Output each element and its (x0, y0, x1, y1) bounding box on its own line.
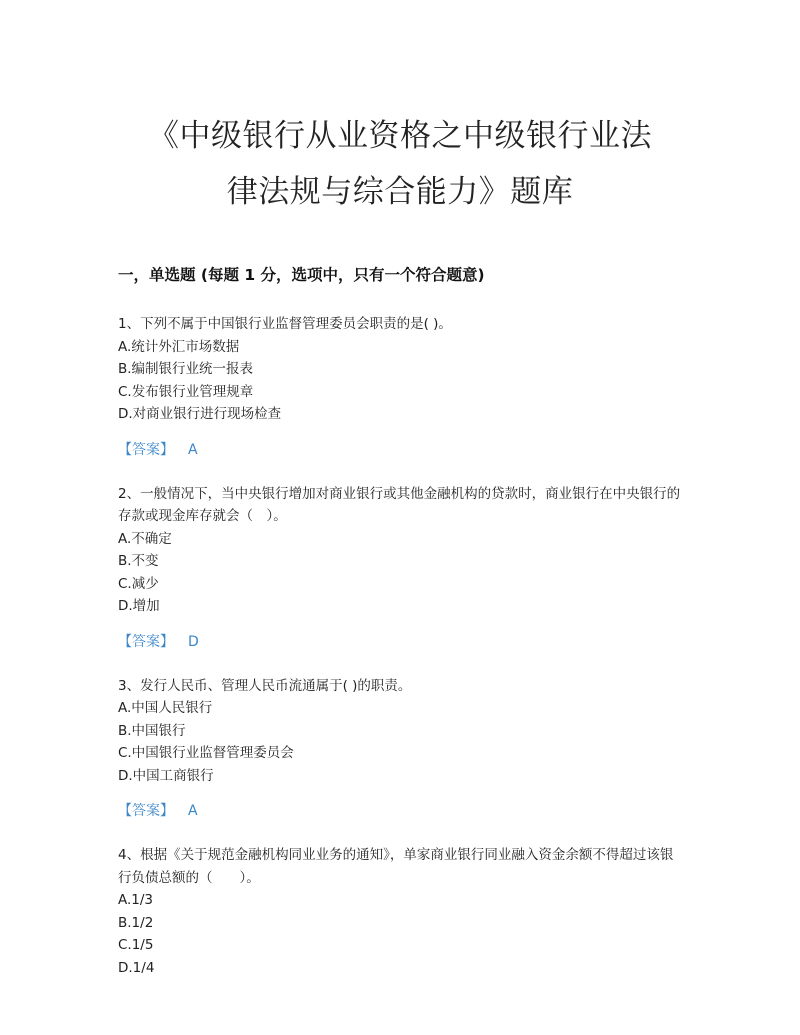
option-a: A.不确定 (118, 530, 172, 547)
answer-line (118, 631, 682, 653)
answer-label: 【答案】 (118, 441, 174, 458)
option-list (118, 697, 682, 787)
option-list (118, 336, 682, 426)
option-c: C.发布银行业管理规章 (118, 383, 254, 400)
option-d: D.1/4 (118, 959, 155, 976)
option-a: A.中国人民银行 (118, 700, 213, 716)
section-heading: 一，单选题 (每题 1 分，选项中，只有一个符合题意) (118, 266, 485, 284)
option-d: D.中国工商银行 (118, 767, 214, 784)
answer-line (118, 439, 682, 461)
option-d: D.增加 (118, 598, 160, 614)
answer-label: 【答案】 (118, 803, 174, 819)
answer-value: A (188, 803, 198, 819)
option-b: B.不变 (118, 553, 159, 569)
document-title (118, 108, 682, 220)
question-item (118, 313, 682, 461)
option-b: B.编制银行业统一报表 (118, 361, 254, 377)
question-text: 3、发行人民币、管理人民币流通属于( )的职责。 (118, 677, 412, 694)
answer-line (118, 800, 682, 822)
document-title-line-2: 律法规与综合能力》题库 (226, 174, 574, 210)
answer-value: D (188, 633, 199, 650)
option-a: A.1/3 (118, 892, 154, 908)
question-text: 2、一般情况下，当中央银行增加对商业银行或其他金融机构的贷款时，商业银行在中央银行的存款或现金库存就会（ ）。 (118, 485, 681, 524)
option-b: B.1/2 (118, 914, 154, 931)
document-title-line-1: 《中级银行从业资格之中级银行业法 (148, 118, 652, 154)
question-item (118, 483, 682, 653)
question-item (118, 675, 682, 823)
option-list (118, 528, 682, 618)
option-d: D.对商业银行进行现场检查 (118, 406, 282, 422)
option-a: A.统计外汇市场数据 (118, 338, 240, 355)
option-list (118, 889, 682, 979)
option-c: C.中国银行业监督管理委员会 (118, 745, 294, 761)
answer-value: A (188, 441, 198, 458)
question-text: 1、下列不属于中国银行业监督管理委员会职责的是( )。 (118, 316, 452, 332)
option-c: C.减少 (118, 575, 159, 592)
question-item (118, 844, 682, 979)
question-text: 4、根据《关于规范金融机构同业业务的通知》，单家商业银行同业融入资金余额不得超过该银行负债总额的（ ）。 (118, 847, 674, 886)
option-b: B.中国银行 (118, 722, 186, 739)
answer-label: 【答案】 (118, 633, 174, 650)
option-c: C.1/5 (118, 937, 154, 953)
